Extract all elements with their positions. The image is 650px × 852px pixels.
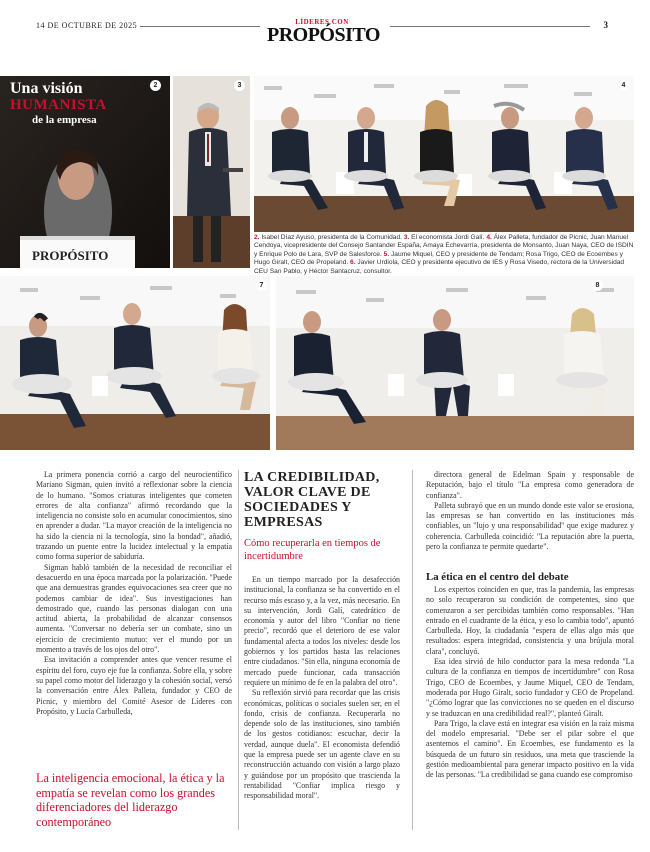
caption-text-5: Jaume Miquel, CEO y presidente de Tendam; Rosa Trigo, CEO de Ecoembes y Hugo Giralt, CEO de Propeland. <box>254 250 623 267</box>
photo-ayuso <box>0 76 170 268</box>
caption-num-6: 6. <box>350 259 356 267</box>
header-rule-right <box>390 26 590 27</box>
article-headline: LA CREDIBILIDAD, VALOR CLAVE DE SOCIEDADES Y EMPRESAS <box>244 470 380 530</box>
left-paragraph: Sigman habló también de la necesidad de reconciliar el desacuerdo en una época marcada por la polarización. "Puede que ana demuestras grandes equivocaciones sea creer que no podemos cambiar de idea". Sus investigaciones han demostrado que, cuando las personas dialogan con una actitud abierta, la probabilidad de alcanzar consensos aumenta. "Conversar no debería ser un combate, sino un ejercicio de crecimiento mutuo: ver el mundo por un momento a través de los ojos del otro". <box>36 562 232 655</box>
cover-title-line-1: Una visión <box>10 80 83 97</box>
right-paragraph: directora general de Edelman Spain y responsable de Reputación, bajo el título "La empresa como generadora de confianza". <box>426 470 634 500</box>
caption-text-2: Isabel Díaz Ayuso, presidenta de la Comunidad. <box>261 234 402 241</box>
column-rule <box>238 470 239 830</box>
right-column-top <box>426 470 634 552</box>
pull-quote: La inteligencia emocional, la ética y la empatía se revelan como los grandes diferenciadores del liderazgo contemporáneo <box>36 771 225 829</box>
photo-panel-five <box>254 76 634 232</box>
photo-number: 4 <box>618 80 629 91</box>
photo-caption <box>254 234 634 276</box>
page-number: 3 <box>603 20 608 30</box>
brand-top: LÍDERES CON <box>295 18 349 26</box>
left-paragraph: La primera ponencia corrió a cargo del neurocientífico Mariano Sigman, quien invitó a reflexionar sobre la ciencia de lo humano. "Somos criaturas inteligentes que cometen errores de alta confianza" afirmó recordando que la inteligencia no consiste solo en acumular conocimientos, sino en aprender a dudar. "La mayor creación de la inteligencia no ha sido la ciencia ni la tecnología, sino la bondad", añadió, trazando un puente entre la lucidez intelectual y la empatía como forma superior de sabiduría. <box>36 470 232 562</box>
caption-text-6: Javier Urdiola, CEO y presidente ejecutivo de IES y Rosa Visedo, rectora de la Universidad CEU San Pablo, y Héctor Santacruz, consultor. <box>254 259 625 275</box>
caption-num-3: 3. <box>403 234 410 241</box>
photo-gali <box>173 76 250 268</box>
photo-panel-three-b-image <box>276 276 634 450</box>
photo-panel-three-a <box>0 276 270 450</box>
middle-paragraph: Su reflexión sirvió para recordar que las crisis económicas, políticas o sociales suelen ser, en el fondo, crisis de confianza. Recuperarla no depende solo de las instituciones, sino también de los gestos cotidianos: escuchar, decir la verdad, aunque duela". El economista defendió que la empresa puede ser un agente clave en su reconstrucción actuando con visión a largo plazo y guiándose por un propósito que trascienda la rentabilidad "Confiar implica riesgo y responsabilidad moral". <box>244 688 400 801</box>
photo-number: 7 <box>256 280 267 291</box>
caption-text-3: El economista Jordi Galí. <box>411 234 485 241</box>
caption-num-4: 4. <box>486 234 492 241</box>
right-paragraph: Palleta subrayó que en un mundo donde este valor se erosiona, las empresas se han convertido en las instituciones más confiables, un "lujo y una responsabilidad" que exige madurez y coherencia. Carbulleda coincidió: "La reputación abre la puerta, pero la confianza te permite quedarte". <box>426 500 634 552</box>
lectern-logo: PROPÓSITO <box>32 248 109 263</box>
left-paragraph: Esa invitación a comprender antes que vencer resume el espíritu del foro, cuyo eje fue la confianza. Sobre ella, y sobre su papel como motor del liderazgo y la cohesión social, versó la conversación entre Álex Palleta, fundador y CEO de Picnic, y miembro del Comité Asesor de Líderes con Propósito, y Lucía Carbulleda, <box>36 655 232 716</box>
right-paragraph: Los expertos coinciden en que, tras la pandemia, las empresas no solo recuperaron su condición de competentes, sino que comenzaron a ser percibidas también como responsables. "Han entrado en el cuadrante de la ética, y eso lo cambia todo", apuntó Carbulleda. Hoy, la ciudadanía "espera de ellas algo más que resultados: espera integridad, consistencia y una brújula moral clara", concluyó. <box>426 585 634 656</box>
page-header <box>0 0 650 50</box>
middle-paragraph: En un tiempo marcado por la desafección institucional, la confianza se ha convertido en el recurso más escaso y, a la vez, más necesario. En su intervención, Jordi Galí, catedrático de economía y autor del libro "Confiar no tiene precio", recordó que el deterioro de ese valor fundamental afecta a todos los niveles: desde los gobiernos y los partidos hasta las relaciones entre ciudadanos. "Sin ella, ninguna economía de mercado puede funcionar, cada transacción requiere un mínimo de fe en la palabra del otro". <box>244 575 400 687</box>
issue-date: 14 DE OCTUBRE DE 2025 <box>36 21 138 30</box>
caption-text-4: Álex Palleta, fundador de Picnic, Juan Manuel Cendoya, vicepresidente del Consejo Santander España, Amaya Echevarría, presidenta de Monsanto, Juan Naya, CEO de ISDIN y Enrique Polo de Lara, SVP de Salesforce. <box>254 234 634 258</box>
left-column <box>36 470 232 717</box>
photo-panel-three-b <box>276 276 634 450</box>
cover-title-line-3: de la empresa <box>32 114 97 126</box>
right-paragraph: Para Trigo, la clave está en integrar esa visión en la raíz misma del modelo empresarial. "Debe ser el pilar sobre el que asentemos el camino". En Ecoembes, ese fundamento es la búsqueda de un futuro sin residuos, una meta que trasciende la gestión medioambiental para generar impacto positivo en la vida de las personas. "La credibilidad se gana cuando ese compromiso <box>426 718 634 780</box>
cover-title-line-2: HUMANISTA <box>10 97 107 113</box>
photo-number: 2 <box>150 80 161 91</box>
photo-panel-three-a-image <box>0 276 270 450</box>
right-paragraph: Esa idea sirvió de hilo conductor para la mesa redonda "La cultura de la confianza en tiempos de incertidumbre" con Rosa Trigo, CEO de Ecoembes, y Jaume Miquel, CEO de Tendam, moderada por Hugo Giralt, socio fundador y CEO de Propeland. "¿Cómo lograr que las convicciones no se queden en el discurso y se traduzcan en una credibilidad real?", planteó Giralt. <box>426 657 634 718</box>
caption-num-2: 2. <box>254 234 260 241</box>
cover-title <box>10 80 140 127</box>
header-rule-left <box>140 26 260 27</box>
section-heading: La ética en el centro del debate <box>426 571 569 583</box>
brand-logo <box>267 18 380 46</box>
right-column-bottom <box>426 585 634 781</box>
caption-num-5: 5. <box>383 250 390 258</box>
middle-column <box>244 575 400 802</box>
photo-panel-five-image <box>254 76 634 232</box>
article-subheadline: Cómo recuperarla en tiempos de incertidumbre <box>244 538 381 562</box>
column-rule <box>412 470 413 830</box>
brand-main: PROPÓSITO <box>267 24 380 46</box>
photo-number: 8 <box>592 280 603 291</box>
photo-gali-image <box>173 76 250 268</box>
photo-number: 3 <box>234 80 245 91</box>
